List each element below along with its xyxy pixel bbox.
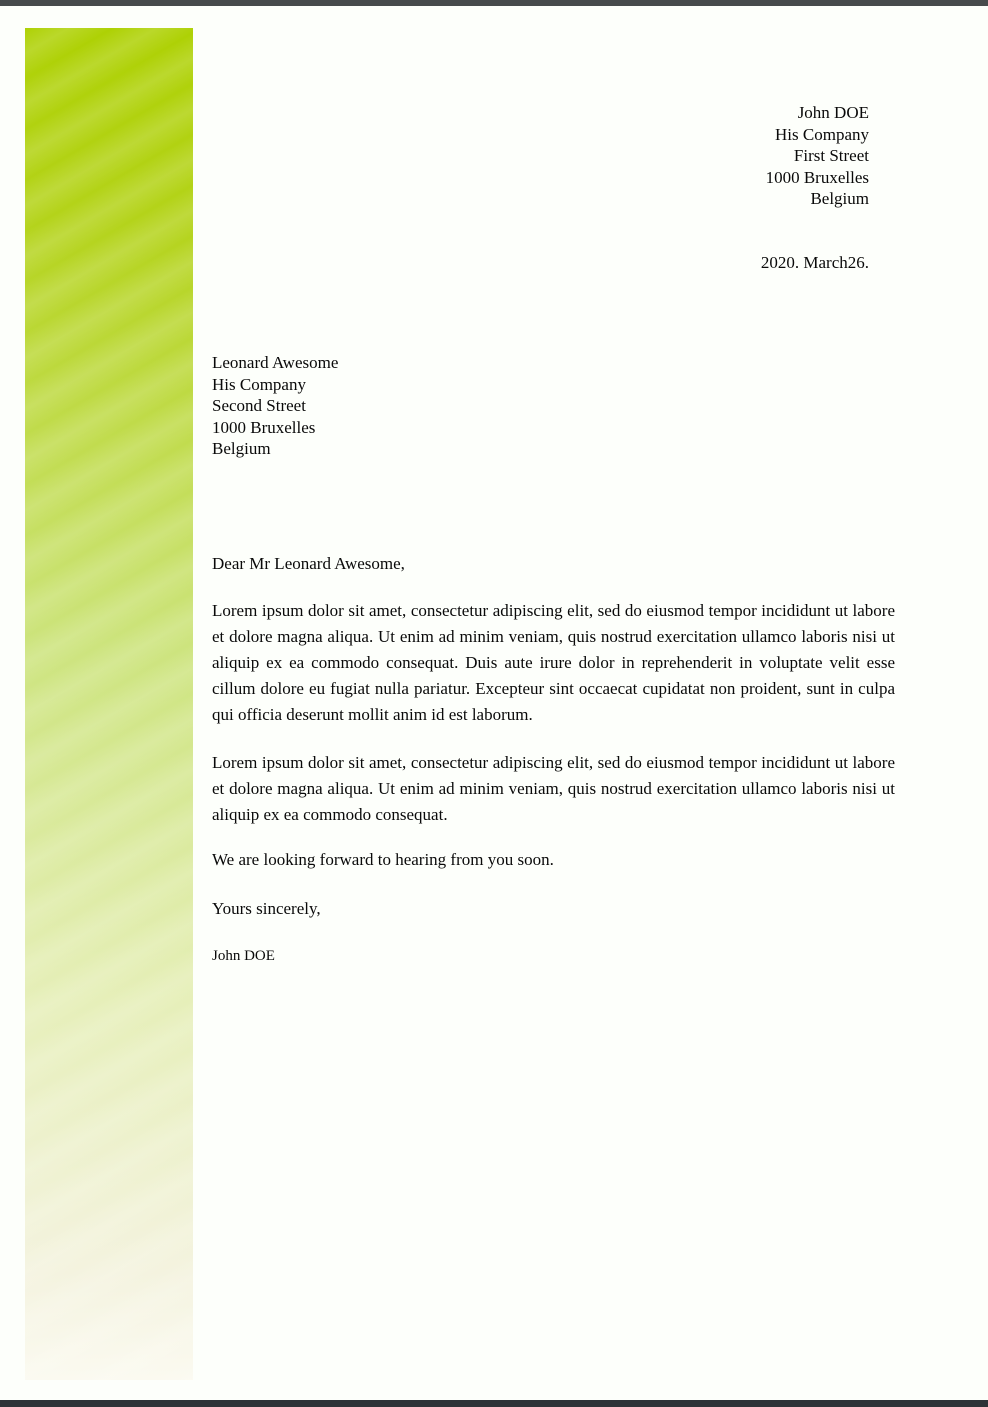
sender-address-block	[766, 102, 869, 210]
recipient-city: 1000 Bruxelles	[212, 417, 316, 437]
sender-company: His Company	[775, 124, 869, 144]
bottom-border-bar	[0, 1400, 988, 1407]
sender-country: Belgium	[810, 189, 869, 209]
salutation: Dear Mr Leonard Awesome,	[212, 554, 405, 573]
date-line: 2020. March26.	[760, 253, 869, 272]
letter-content	[212, 0, 895, 1407]
recipient-name: Leonard Awesome	[212, 353, 339, 372]
sender-street: First Street	[793, 146, 869, 166]
sender-city: 1000 Bruxelles	[765, 167, 869, 187]
recipient-address-block	[212, 352, 338, 460]
body-paragraph-2: Lorem ipsum dolor sit amet, consectetur adipiscing elit, sed do eiusmod tempor incididunt ut labore et dolore magna aliqua. Ut enim ad minim veniam, quis nostrud exercitation ullamco laboris nisi ut aliquip ex ea commodo consequat.	[212, 753, 895, 824]
closing-line: We are looking forward to hearing from you soon.	[212, 850, 554, 869]
green-gradient-sidebar	[25, 28, 193, 1380]
valediction: Yours sincerely,	[212, 899, 321, 918]
sender-name: John DOE	[797, 103, 869, 122]
recipient-street: Second Street	[212, 396, 306, 416]
body-paragraph-1: Lorem ipsum dolor sit amet, consectetur adipiscing elit, sed do eiusmod tempor incididunt ut labore et dolore magna aliqua. Ut enim ad minim veniam, quis nostrud exercitation ullamco laboris nisi ut aliquip ex ea commodo consequat. Duis aute irure dolor in reprehenderit in voluptate velit esse cillum dolore eu fugiat nulla pariatur. Excepteur sint occaecat cupidatat non proident, sunt in culpa qui officia deserunt mollit anim id est laborum.	[212, 601, 895, 724]
recipient-company: His Company	[212, 374, 306, 394]
recipient-country: Belgium	[212, 439, 271, 459]
signature-name: John DOE	[212, 948, 275, 964]
